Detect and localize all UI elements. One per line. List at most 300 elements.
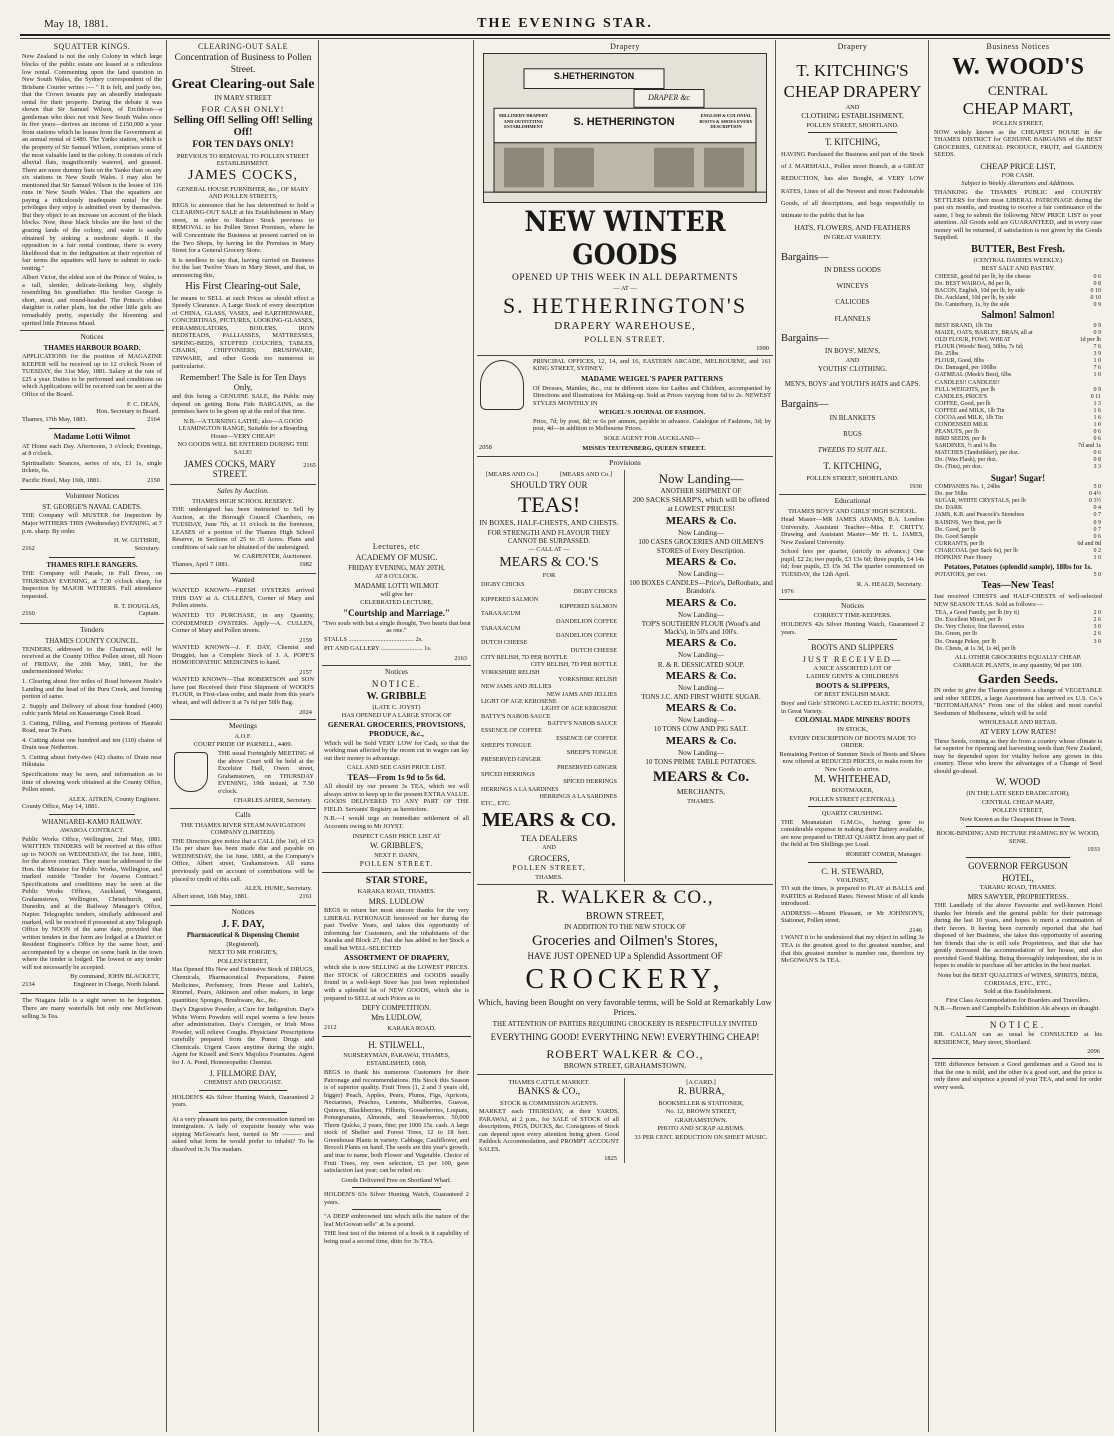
section-header: Sales by Auction. (170, 484, 316, 496)
ad-line: GRAHAMSTOWN. (674, 1116, 728, 1124)
landing-item: 10 TONS COW AND PIG SALT. (653, 725, 749, 734)
column-2 (170, 40, 316, 1432)
price-row (935, 394, 1101, 401)
notice-subtitle: AWAROA CONTRACT. (59, 826, 125, 834)
section-header: Notices (779, 599, 926, 611)
ad-line: Now Landing— (678, 683, 724, 692)
ad-signature: J. FILLMORE DAY, (209, 1068, 277, 1078)
item-price: 1 6 (1093, 407, 1101, 414)
provision-item: KIPPERED SALMON (481, 595, 539, 603)
ad-line: IN GREAT VARIETY. (823, 233, 882, 241)
ad-headline: NOTICE. (371, 679, 422, 690)
section-header: Meetings (170, 719, 316, 731)
ad-text: BEGS to thank his numerous Customers for their Patronage and recommendations. His Stock this Season is of superior quality. Fruit Trees (1, 2 and 3 years old, bigger) Peach, Apples, Pears, Plums, Figs, Apricots, Nectarines, Peaches, Lemons, Mulberries, Guavas, Quinces, Blackberries, Filberts, Gooseberries, Loquats, Pomegranates, Almonds, and Strawberries. 50,000 Thorn Quicks, 2 years, fine; per 1000 15s. cash. A large stock of Shelter and Forest Trees, 12 to 18 feet. Greenhouse Plants in variety. Cabbage, Cauliflower, and Brocoli Plants on hand. The seeds are this year's growth, and true to name, both Flower and Vegetable. Choice of Fruit Trees, my own selection, £5 per 100, gave satisfaction last year; can be relied on. (324, 1068, 469, 1175)
tender-list (20, 678, 164, 769)
ad-line: MRS SAWYER, PROPRIETRESS. (967, 892, 1069, 901)
price-row (935, 288, 1101, 295)
newspaper-title: THE EVENING STAR. (477, 16, 653, 31)
ad-line: Goods Delivered Free on Shortland Wharf. (341, 1176, 452, 1184)
ad-headline: Teas—New Teas! (981, 580, 1055, 592)
ad-line: Which, having been Bought on very favorable terms, will be Sold at Remarkably Low Prices. (478, 996, 772, 1017)
item-name: CANDLES!! CANDLES!! (935, 379, 1000, 386)
item-price: 7 6 (1093, 365, 1101, 372)
ad-line: GENERAL HOUSE FURNISHER, &c., OF MARY AND POLLEN STREETS, (176, 185, 309, 201)
section-header: Lectures, etc (372, 542, 421, 551)
ad-text: THANKING the THAMES PUBLIC and COUNTRY SETTLERS for their most LIBERAL PATRONAGE during the past six months, and trusting to receive a fair continuance of the same, I beg to submit the following NEW PRICE LIST to your attention. All Goods sold are GUARANTEED, and in every case money will be returned, if satisfaction is not given by the Goods Supplied. (934, 188, 1102, 242)
ad-line: MADAME LOTTI WILMOT (354, 581, 439, 590)
ad-line: 33 PER CENT. REDUCTION ON SHEET MUSIC. (634, 1133, 768, 1141)
notice-text: THE Directors give notice that a CALL (the 1st), of £3 15s per share has been made due and payable on WEDNESDAY, the 1st June, 1881, at the Company's Office, Albert street, Grahamstown. All sums previously paid on account of contributions will be placed to credit of this call. (172, 837, 314, 883)
ad-line: FOR TEN DAYS ONLY! (192, 140, 294, 151)
provision-item: DUTCH CHEESE (481, 639, 528, 647)
item-name: COMPANIES No. 1, 24lbs (935, 484, 1000, 491)
notice-text: School fees per quarter, (strictly in advance.) One pupil, £2 2s; two pupils, £3 13s 6d; three pupils, £4 14s 6d; four pupils, £5 15s 3d. The quarter commenced on TUESDAY, the 12th April. (781, 548, 924, 578)
article-title: SQUATTER KINGS. (53, 42, 131, 51)
ad-number: 2162 (22, 544, 35, 552)
notice-title: THE THAMES RIVER STEAM NAVIGATION COMPANY (LIMITED). (180, 821, 306, 837)
ad-line: BEST SALT AND PASTRY. (981, 265, 1055, 273)
price-row (935, 323, 1101, 330)
ad-headline: ASSORTMENT OF DRAPERY, (344, 953, 449, 963)
item-price: 1 0 (1093, 358, 1101, 365)
ad-text: HAVING Purchased the Business and part of the Stock of J. MARSHALL, Pollen street Branch, at a GREAT REDUCTION, has also Bought, at VERY LOW RATES, Lines of all the Newest and most Fashionable Goods, of all descriptions, and begs respectfully to intimate to the public that he has (781, 151, 924, 219)
item-price: 1 3 (1093, 400, 1101, 407)
filler-text: THE best test of the interest of a book is it capability of being read a second time, ditto for 3s TEA. (324, 1230, 469, 1245)
ad-number: 1990 (756, 345, 769, 353)
column-divider (775, 40, 776, 1432)
item-price: 0 9 (1093, 302, 1101, 308)
ad-signature: Mrs LUDLOW, (371, 1013, 422, 1023)
ad-text: Remaining Portion of Summer Stock of Boots and Shoes now offered at REDUCED PRICES, to make room for New Goods to arrive. (779, 750, 926, 773)
notice-signature: Engineer in Charge, North Island. (73, 980, 160, 988)
item-price: 0 7 (1093, 512, 1101, 519)
item-price: 6d and 8d (1077, 540, 1101, 547)
provision-item: KIPPERED SALMON (559, 602, 617, 610)
foresters-crest-icon (174, 752, 208, 792)
ad-line: FLANNELS (834, 314, 871, 323)
ad-line: BROWN STREET, GRAHAMSTOWN. (563, 1061, 687, 1071)
section-header: Notices (170, 905, 316, 917)
ad-line: NEXT TO MR FORGIE'S, (208, 949, 278, 957)
item-name: Do. DARK (935, 505, 963, 512)
ad-text: Just received CHESTS and HALF-CHESTS of well-selected NEW SEASON TEAS. Sold as follows:— (934, 593, 1102, 608)
ad-headline: R. BURRA, (677, 1087, 725, 1098)
ad-line: FOR CASH. (1001, 171, 1035, 179)
item-name: Do. Orange Pekoe, per lb (935, 638, 996, 645)
section-header: Wanted (170, 573, 316, 585)
provision-item: DANDELION COFFEE (555, 632, 617, 640)
ad-text: First Class Accommodation for Boarders and Travellers. (945, 996, 1091, 1004)
item-price: 1 6 (1093, 414, 1101, 421)
ad-signature: JAMES COCKS, MARY STREET. (184, 458, 276, 480)
item-name: Do. Good Sample (935, 533, 979, 540)
ad-headline: J. F. DAY, (221, 919, 265, 930)
ad-line: ALL OTHER GROCERIES EQUALLY CHEAP. (954, 653, 1082, 661)
sign-text: DRAPER &c (648, 93, 690, 103)
ad-text: and this being a GENUINE SALE, the Public may depend on getting Bona Fide BARGAINS, as the premises have to be given up at the end of that time. (172, 393, 314, 416)
ad-line: POLLEN STREET, (992, 807, 1044, 815)
ad-line: FOR STRENGTH AND FLAVOUR THEY CANNOT BE SURPASSED. (487, 528, 611, 546)
item-price: 0 6 (1093, 450, 1101, 457)
item-name: FLOUR (Woods' Best), 50lbs, 7s 6d; (935, 344, 1024, 351)
ad-headline: TEAS! (517, 492, 581, 518)
price-list (932, 274, 1104, 309)
section-header: Provisions (477, 456, 773, 468)
article-text: Albert Victor, the eldest son of the Prince of Wales, is a tall, slender, delicate-looking boy, slightly resembling his grandfather. His brother George is short, stout, and round-headed. The Prince's eldest daughter is rather plain, but the other little girls are remarkably pretty, especially the blooming and spirited little Princess Maud. (22, 274, 162, 327)
ad-line: IN MARY STREET (214, 94, 272, 103)
ad-headline: Now Landing— (658, 470, 744, 486)
ad-line: HAS OPENED UP A LARGE STOCK OF (341, 712, 452, 720)
tender-item: 1. Clearing about five miles of Road between Neale's Landing and the head of the Puru Creek, and forming portion of same. (22, 677, 162, 701)
notice-text: Spiritualistic Seances, series of six, £1 1s, single tickets, 6s. (22, 459, 162, 475)
ad-line: 200 SACKS SHARP'S, which will be offered at LOWEST PRICES! (632, 495, 770, 514)
item-name: BIRD SEEDS, per lb (935, 436, 986, 443)
section-header: Volunteer Notices (20, 489, 164, 501)
column-3-upper (322, 40, 471, 536)
item-name: COFFEE and MILK, 1lb Tin (935, 407, 1005, 414)
ad-text: IN order to give the Thames growers a change of VEGETABLE and other SEEDS, a large Assortment has arrived ex U.S. Co.'s "ROTOMAHANA" From one of the oldest and most careful Seedsmen of Melbourne, which will be sold (934, 687, 1102, 717)
landing-item: 100 BOXES CANDLES—Price's, DeRoubaix, and Brandon's. (629, 579, 773, 596)
notice-title: THAMES HIGH SCHOOL RESERVE. (192, 497, 294, 505)
ad-line: IN STOCK, (837, 726, 868, 734)
notice-date: Albert street, 16th May, 1881. (172, 892, 249, 900)
item-name: SARDINES, ½ and ¼ lbs (935, 443, 997, 450)
ad-number: 2146 (909, 926, 922, 934)
item-name: Do. BEST WAIROA, 8d per lb, (935, 280, 1012, 287)
ad-line: AND (845, 103, 860, 111)
item-name: Do. (Tins), per doz. (935, 464, 983, 471)
notice-signature: Secretary. (134, 544, 160, 552)
ad-line: TWEEDS TO SUIT ALL. (817, 446, 888, 455)
ad-headline: JAMES COCKS, (187, 168, 299, 184)
item-name: HOPKINS' Pure Honey (935, 554, 993, 561)
ad-headline: CHEAP MART, (962, 99, 1074, 119)
provision-item: DIGBY CHICKS (481, 580, 525, 588)
item-price: 1 0 (1093, 421, 1101, 428)
item-price: 0 8 (1093, 280, 1101, 287)
ad-headline: JUST RECEIVED— (802, 653, 903, 664)
price-row (935, 555, 1101, 562)
ad-line: PHOTO AND SCRAP ALBUMS. (657, 1125, 745, 1133)
item-price: 0 6 (1093, 436, 1101, 443)
ad-line: — CALL AT — (528, 546, 570, 554)
ad-signature: CHEMIST AND DRUGGIST. (203, 1079, 283, 1086)
ad-headline: MEARS & CO.'S (499, 554, 599, 570)
item-price: 0 9 (1093, 386, 1101, 393)
ad-headline: GENERAL GROCERIES, PROVISIONS, PRODUCE, &c., (327, 719, 466, 738)
ad-headline: M. WHITEHEAD, (814, 774, 891, 786)
item-price: 7 6 (1093, 344, 1101, 351)
wanted-item: WANTED KNOWN—J. F. DAY, Chemist and Druggist, has a Complete Stock of J. A. POPE'S HOMOEOPATHIC MEDICINES to hand. (172, 644, 314, 667)
ad-line: (Registered). (226, 940, 260, 948)
notice-text: THE undersigned has been instructed to Sell by Auction, at the Borough Council Chambers, on TUESDAY, June 7th, at 11 o'clock in the forenoon, LEASES of a portion of the Thames High School Reserve, in Sections of 25 to 35 Acres. Plans and conditions of sale can be obtained of the undersigned. (172, 506, 314, 551)
ad-line: STOCK & COMMISSION AGENTS. (500, 1099, 598, 1107)
item-name: Do. Excellent Mixed, per lb (935, 617, 1002, 624)
ad-line: Now Known as the Cheapest House in Town. (959, 815, 1077, 823)
ad-number: 2112 (324, 1023, 337, 1031)
ad-line: SOLE AGENT FOR AUCKLAND— (603, 434, 701, 442)
ad-line: POLLEN STREET. (359, 859, 434, 869)
ad-headline: Sugar! Sugar! (990, 472, 1046, 483)
notice-date: Thames, 17th May, 1881. (22, 415, 88, 423)
notice-signature: By command, JOHN BLACKETT, (70, 973, 160, 981)
price-row (935, 527, 1101, 534)
ad-headline: MEARS & Co. (665, 555, 737, 568)
ad-line: EVERY DESCRIPTION OF BOOTS MADE TO ORDER. (789, 734, 916, 750)
ad-headline: Groceries and Oilmen's Stores, (532, 932, 718, 949)
item-price: 0 9 (1093, 322, 1101, 329)
item-name: COFFEE, Good, per lb (935, 400, 991, 407)
notice-signature: Hon. Secretary to Board. (96, 408, 160, 416)
item-name: CHEESE, good 6d per lb, by the cheese (935, 273, 1031, 280)
filler-text: "A DEEP embrowned tint which tells the nature of the leaf McGowan sells" at 3s a pound. (324, 1213, 469, 1228)
ad-line: Subject to Weekly Alterations and Additions. (961, 180, 1075, 188)
provision-item: TARAXACUM (481, 610, 521, 618)
provision-item: ESSENCE OF COFFEE (556, 734, 617, 742)
filler-text: I WANT it to be understood that my object in selling 3s TEA is the greatest good to the greatest number, and that this greatest number is number one, therefore try McGOWAN'S 3s TEA. (781, 934, 924, 965)
ad-line: IN BOYS', MEN'S, (824, 347, 881, 356)
ad-line: Now Landing— (678, 651, 724, 660)
masthead-rule (20, 38, 1110, 39)
price-line: PIT AND GALLERY .......................... 1s. (324, 645, 432, 653)
ad-text: N.B.—A TURNING LATHE; also—A GOOD LEAMINGTON RANGE, Suitable for a Boarding House—VERY CHEAP! (178, 417, 308, 440)
ad-headline: R. WALKER & CO., (536, 887, 714, 909)
ad-line: NEXT F. DANN, (374, 851, 419, 859)
item-name: RAISINS, Very Best, per lb (935, 519, 1002, 526)
ad-number: 1933 (1087, 846, 1100, 854)
ad-text: HOLDEN'S 42s Silver Hunting Watch, Guaranteed 2 years. (172, 1093, 314, 1109)
ad-line: Remember! The Sale is for Ten Days Only, (179, 372, 307, 393)
ad-headline: STAR STORE, (365, 875, 428, 886)
notice-text: Specifications may be seen, and information as to time of showing work obtained at the County Office, Pollen street. (22, 770, 162, 794)
ad-line: POLLEN STREET (CENTRAL). (809, 795, 896, 803)
item-name: Do. Auckland, 10d per lb, by side (935, 294, 1016, 301)
price-row (935, 541, 1101, 548)
issue-date: May 18, 1881. (44, 18, 109, 30)
ad-line: DEFY COMPETITION. (362, 1004, 431, 1013)
price-row (935, 380, 1101, 387)
ad-headline: Salmon! Salmon! (981, 310, 1055, 322)
provision-item: TARAXACUM (481, 624, 521, 632)
item-price: 1d per lb (1079, 337, 1101, 344)
ad-line: POLLEN STREET. (584, 334, 666, 345)
ad-line: [A CARD.] (686, 1078, 716, 1086)
item-name: FULL WEIGHTS, per lb (935, 386, 995, 393)
ad-line: EVERYTHING GOOD! EVERYTHING NEW! EVERYTHING CHEAP! (490, 1032, 760, 1043)
notice-text: THE Company will Parade, in Full Dress, on THURSDAY EVENING, at 7.30 o'clock sharp, for Inspection by MAJOR WITHERS. Full attendance requested. (22, 570, 162, 601)
section-header: Calls (170, 808, 316, 820)
wanted-item: WANTED KNOWN—FRESH OYSTERS arrived THIS DAY at A. CULLEN'S, Corner of Mary and Pollen streets. (172, 587, 314, 610)
provision-item: NEW JAMS AND JELLIES (546, 690, 617, 698)
section-header: Business Notices (986, 42, 1050, 51)
tender-item: 2. Supply and Delivery of about four hundred (400) cubic yards Metal on Kauaeranga Creek Road. (22, 702, 162, 718)
price-row (935, 491, 1101, 498)
ad-headline: MEARS & Co. (665, 702, 737, 715)
sign-text: S.HETHERINGTON (553, 71, 635, 82)
ad-line: POLLEN STREET, (217, 957, 269, 965)
ad-line: CORRECT TIME-KEEPERS. (813, 612, 892, 620)
ad-line: T. KITCHING, (824, 137, 881, 148)
provision-item: ESSENCE OF COFFEE (481, 727, 542, 735)
item-name: OLD FLOUR, FOWL WHEAT (935, 337, 1011, 344)
price-row (935, 548, 1101, 555)
wanted-list (170, 587, 316, 716)
item-price: 2 6 (1093, 631, 1101, 638)
item-name: POTATOES, per cwt. (935, 572, 987, 579)
ad-headline: MEARS & Co. (665, 669, 737, 682)
notice-signature: R. A. HEALD, Secretary. (856, 580, 922, 588)
price-row (935, 646, 1101, 653)
notice-text: THE Moanataiari G.M.Co., having gone to considerable expense in making their Battery available, are now prepared to TREAT QUARTZ from any part of the field at Ten Shillings per Load. (781, 818, 924, 849)
ad-text: which she is now SELLING at the LOWEST PRICES. Her STOCK of GROCERIES and GOODS usually found in a well-kept Store has just been replenished with a splendid lot of NEW GOODS, which she is prepared to SELL at such Prices as to (324, 964, 469, 1002)
provision-item: HERRINGS A LA SARDINES (539, 793, 617, 801)
ad-number: 2164 (147, 415, 160, 423)
ad-line: POLLEN STREET, SHORTLAND. (806, 121, 899, 129)
item-name: OATMEAL (Meek's Best), 6lbs (935, 372, 1012, 379)
ad-line: KARAKA ROAD, THAMES. (357, 888, 436, 896)
ad-headline: Selling Off! Selling Off! Selling Off! (173, 114, 313, 138)
ad-line: Now Landing— (678, 529, 724, 538)
price-row (935, 372, 1101, 379)
notice-signature: W. CARPENTER, Auctioneer. (233, 553, 312, 561)
column-divider (473, 40, 474, 1432)
ad-line: HATS, FLOWERS, AND FEATHERS (794, 223, 911, 233)
provision-item: LIGHT OF AGE KEROSENE (541, 705, 617, 713)
ad-number: 2161 (299, 892, 312, 900)
item-name: MAIZE, OATS, BARLEY, BRAN, all at (935, 329, 1033, 336)
item-price: 0 8 (1093, 457, 1101, 464)
column-divider (928, 40, 929, 1432)
ad-headline: Great Clearing-out Sale (171, 76, 315, 92)
ad-line: THE ATTENTION OF PARTIES REQUIRING CROCKERY IS RESPECTFULLY INVITED (492, 1020, 758, 1029)
item-name: BACON, English, 10d per lb, by side (935, 287, 1025, 294)
item-price: 0 10 (1090, 287, 1101, 294)
ad-line: IN BLANKETS (829, 413, 876, 422)
notice-signature: ALEX. AITKEN, County Engineer. (68, 795, 160, 803)
ad-number: 2160 (22, 610, 35, 618)
item-name: Do. Very Choice, fine flavored, extra (935, 624, 1024, 631)
ad-text: TO suit the times, is prepared to PLAY at BALLS and PARTIES at Reduced Rates. Newest Music of all kinds introduced. (781, 885, 924, 908)
notice-text: THE Company will MUSTER for Inspection by Major WITHERS THIS (Wednesday) EVENING, at 7 p.m. sharp. By order. (22, 512, 162, 535)
ad-line: RUGS (843, 429, 862, 438)
column-divider (318, 40, 319, 1432)
ad-line: Concentration of Business to Pollen Street. (174, 53, 312, 75)
price-row (935, 464, 1101, 471)
column-1 (20, 40, 164, 1432)
provision-item: YORKSHIRE RELISH (481, 668, 540, 676)
price-row (935, 351, 1101, 358)
provision-item: DANDELION COFFEE (555, 617, 617, 625)
landing-list (629, 515, 773, 766)
ad-line: No. 12, BROWN STREET, (665, 1108, 737, 1116)
item-price: 1 0 (1093, 554, 1101, 561)
notice-title: ACADEMY OF MUSIC. (355, 553, 438, 563)
provision-item: BATTY'S NABOB SAUCE (547, 719, 617, 727)
price-row (935, 415, 1101, 422)
item-price: 5 0 (1093, 484, 1101, 491)
item-name: CHARCOAL (per Sack 6s), per lb (935, 547, 1018, 554)
ad-headline: BUTTER, Best Fresh. (971, 243, 1065, 255)
item-price: 0 11 (1090, 393, 1101, 400)
filler-text: At a very pleasant tea party, the conversation turned on immigration. A lady of exquisite beauty who was sipping McGowan's best, turned to Mr ——— and asked what form he would prefer to inhabit? To be dissolved in 3s Tea madam. (172, 1115, 314, 1153)
ad-headline: MEARS & Co. (652, 769, 750, 786)
price-row (935, 281, 1101, 288)
ad-headline: MEARS & Co. (665, 637, 737, 650)
notice-signature: H. W. GUTHRIE, (114, 537, 160, 545)
ad-line: — AT — (613, 284, 637, 292)
item-price: 3 0 (1093, 638, 1101, 645)
item-price: 0 3½ (1089, 498, 1101, 505)
ad-text: PRINCIPAL OFFICES, 12, 14, and 16, EASTERN ARCADE, MELBOURNE, and 161 KING STREET, SYDNEY. (533, 357, 771, 373)
provision-item: LIGHT OF AGE KEROSENE (481, 697, 557, 705)
ad-line: Sold at this Establishment. (983, 988, 1053, 996)
price-row (935, 401, 1101, 408)
item-price: 0 6 (1093, 429, 1101, 436)
ad-number: 2157 (299, 668, 312, 676)
landing-item: 10 TONS PRIME TABLE POTATOES. (645, 757, 757, 766)
ad-headline: NOTICE. (989, 1019, 1047, 1030)
ad-line: POLLEN STREET, (992, 120, 1044, 128)
ad-line: CELEBRATED LECTURE, (360, 599, 433, 607)
ad-text: It is needless to say that, having carried on Business for the last Twelve Years in Mary Street, and that, in announcing this, (172, 256, 314, 279)
provision-item: SHEEP'S TONGUE (481, 741, 532, 749)
ad-number: 2165 (303, 461, 316, 469)
item-name: FLOUR, Good, 8lbs (935, 358, 985, 365)
ad-line: LADIES' GENTS' & CHILDREN'S (806, 673, 899, 681)
notice-title: THAMES CATTLE MARKET. (508, 1078, 590, 1086)
ad-line: A NICE ASSORTED LOT OF (813, 664, 892, 672)
notice-title: A.O.F. (234, 732, 252, 740)
item-price: 1 0 (1093, 372, 1101, 379)
ad-headline: MADAME WEIGEL'S PAPER PATTERNS (581, 373, 723, 383)
ad-line: WEIGEL'S JOURNAL OF FASHION. (598, 409, 706, 417)
notice-title: QUARTZ CRUSHING. (821, 810, 884, 818)
price-row (935, 358, 1101, 365)
ad-line: AND (845, 356, 860, 364)
ad-line: CHEAP PRICE LIST, (980, 160, 1056, 171)
ad-line: Now Landing— (678, 716, 724, 725)
ad-line: Now Landing— (678, 569, 724, 578)
price-row (935, 639, 1101, 646)
provision-item: CITY RELISH, 7D PER BOTTLE (530, 661, 617, 669)
ad-headline: MEARS & CO. (482, 808, 616, 831)
ad-headline: BANKS & CO., (517, 1087, 581, 1098)
ad-line: PREVIOUS TO REMOVAL TO POLLEN STREET ESTABLISHMENT. (176, 152, 310, 167)
price-row (935, 610, 1101, 617)
ad-headline: MEARS & Co. (665, 515, 737, 528)
item-name: Do. 25lbs (935, 351, 959, 358)
ad-line: IN BOXES, HALF-CHESTS, AND CHESTS. (479, 518, 619, 527)
ad-line: CENTRAL CHEAP MART, (981, 798, 1055, 806)
ad-headline: NEW WINTER GOODS (524, 205, 726, 272)
masthead (20, 14, 1110, 36)
price-row (935, 484, 1101, 491)
notice-signature: R. T. DOUGLAS, (113, 602, 160, 610)
column-7 (932, 40, 1104, 1432)
ad-line: BOOK-BINDING AND PICTURE FRAMING BY W. WOOD, SENR. (936, 830, 1100, 845)
sign-text: ENGLISH & COLONIAL BOOTS & SHOES EVERY DESCRIPTION (699, 113, 753, 130)
ad-headline: Bargains— (781, 332, 829, 344)
item-name: Do. per 56lbs (935, 491, 968, 498)
provisions-list (477, 581, 621, 808)
shop-front-illustration (483, 53, 767, 203)
item-price: 0 4 (1093, 505, 1101, 512)
ad-number: 1825 (604, 1155, 617, 1163)
ad-signature: KARAKA ROAD. (387, 1024, 436, 1032)
price-row (935, 387, 1101, 394)
provision-item: NEW JAMS AND JELLIES (481, 683, 552, 691)
provision-item: YORKSHIRE RELISH (558, 676, 617, 684)
